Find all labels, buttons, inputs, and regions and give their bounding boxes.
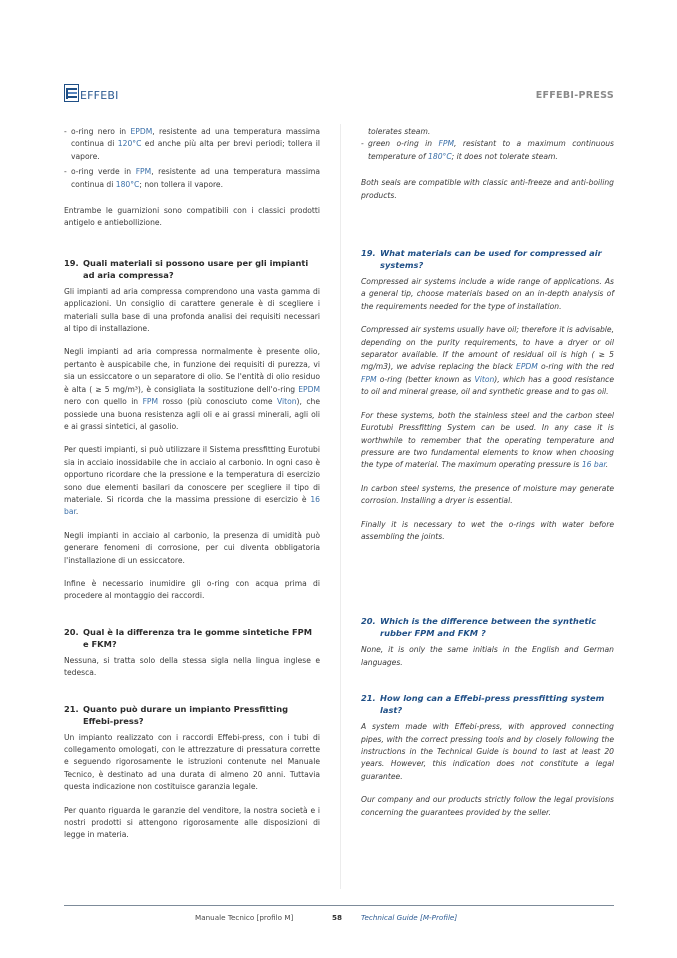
q21-paragraph-2-en: Our company and our products strictly follow the legal provisions concerning the guarantees provided by the seller. <box>361 795 614 817</box>
intro-paragraph: Entrambe le guarnizioni sono compatibili con i classici prodotti antigelo e antiebollizione. <box>64 206 320 228</box>
bullet-epdm: - o-ring nero in EPDM, resistente ad una temperatura massima continua di 120°C ed anche più alta per brevi periodi; tollera il vapore. <box>64 126 320 163</box>
page-number: 58 <box>332 913 343 922</box>
question-21-heading-en: 21. How long can a Effebi-press pressfitting system last? <box>361 693 605 716</box>
footer-manual-title: Manuale Tecnico [profilo M] <box>195 913 294 922</box>
question-20-heading: 20. Qual è la differenza tra le gomme sintetiche FPM e FKM? <box>64 626 312 649</box>
logo-text: EFFEBI <box>80 89 119 102</box>
q19-paragraph-5: Infine è necessario inumidire gli o-ring con acqua prima di procedere al montaggio dei raccordi. <box>64 578 320 601</box>
bullet-fpm-en: - green o-ring in FPM, resistant to a maximum continuous temperature of 180°C; it does not tolerate steam. <box>361 138 614 163</box>
page-header <box>64 82 614 104</box>
brand-label: EFFEBI-PRESS <box>535 90 614 101</box>
question-19-heading: 19. Quali materiali si possono usare per gli impianti ad aria compressa? <box>64 257 309 280</box>
footer-rule <box>64 905 614 906</box>
effebi-logo-icon <box>64 84 79 102</box>
q19-paragraph-4: Negli impianti in acciaio al carbonio, la presenza di umidità può generare fenomeni di corrosione, per cui diventa obbligatoria l'installazione di un essiccatore. <box>64 530 320 565</box>
q21-paragraph-1-en: A system made with Effebi-press, with approved connecting pipes, with the correct pressing tools and by closely following the instructions in the Technical Guide is bound to last at least 20 years. However, this indication does not constitute a legal guarantee. <box>361 722 614 781</box>
footer-guide-title: Technical Guide [M-Profile] <box>361 913 458 922</box>
q19-paragraph-5-en: Finally it is necessary to wet the o-rings with water before assembling the joints. <box>361 519 614 541</box>
q19-paragraph-3: Per questi impianti, si può utilizzare il Sistema pressfitting Eurotubi sia in acciaio inossidabile che in acciaio al carbonio. In ogni caso è opportuno ricordare che la pressione e la temperatura di esercizio sono due elementi basilari da conoscere per scegliere il tipo di materiale. Si ricorda che la massima pressione di esercizio è 16 bar. <box>64 445 320 517</box>
intro-continuation: tolerates steam. <box>368 127 431 136</box>
question-19-heading-en: 19. What materials can be used for compressed air systems? <box>361 248 602 271</box>
bullet-fpm: - o-ring verde in FPM, resistente ad una temperatura massima continua di 180°C; non tollera il vapore. <box>64 166 320 191</box>
q21-paragraph-1: Un impianto realizzato con i raccordi Effebi-press, con i tubi di collegamento omologati, con le attrezzature di pressatura corrette e seguendo rigorosamente le istruzioni contenute nel Manuale Tecnico, è destinato ad una durata di almeno 20 anni. Tuttavia questa indicazione non costituisce garanzia legale. <box>64 732 320 792</box>
question-21-heading: 21. Quanto può durare un impianto Pressfitting Effebi-press? <box>64 703 289 726</box>
effebi-logo <box>64 82 119 102</box>
q20-paragraph-1: Nessuna, si tratta solo della stessa sigla nella lingua inglese e tedesca. <box>64 655 320 678</box>
q19-paragraph-3-en: For these systems, both the stainless steel and the carbon steel Eurotubi Pressfitting System can be used. In any case it is worthwhile to remember that the operating temperature and pressure are two fundamental elements to know when choosing the type of material. The maximum operating pressure is 16 bar. <box>361 410 614 470</box>
q19-paragraph-2: Negli impianti ad aria compressa normalmente è presente olio, pertanto è auspicabile che, in funzione dei requisiti di purezza, vi sia un essiccatore o un separatore di olio. Se l'entità di olio residuo è alta ( ≥ 5 mg/m³), è consigliata la sostituzione dell'o-ring EPDM nero con quello in FPM rosso (più conosciuto come Viton), che possiede una buona resistenza agli oli e ai grassi minerali, agli oli e ai grassi sintetici, al gasolio. <box>64 347 321 431</box>
q19-paragraph-1: Gli impianti ad aria compressa comprendono una vasta gamma di applicazioni. Un consiglio di carattere generale è di scegliere i materiali sulla base di una profonda analisi dei requisiti necessari al tipo di installazione. <box>64 286 320 334</box>
q19-paragraph-2-en: Compressed air systems usually have oil; therefore it is advisable, depending on the purity requirements, to have a dryer or oil separator available. If the amount of residual oil is high ( ≥ 5 mg/m3), we advise replacing the black EPDM o-ring with the red FPM o-ring (better known as Viton), which has a good resistance to oil and mineral grease, oil and synthetic grease and to gas oil. <box>361 325 615 397</box>
q19-paragraph-1-en: Compressed air systems include a wide range of applications. As a general tip, choose materials based on an in-depth analysis of the requirements needed for the type of installation. <box>361 277 614 311</box>
question-20-heading-en: 20. Which is the difference between the synthetic rubber FPM and FKM ? <box>361 616 597 639</box>
q20-paragraph-1-en: None, it is only the same initials in the English and German languages. <box>361 645 614 667</box>
english-column <box>361 126 614 819</box>
column-divider <box>340 124 341 889</box>
q21-paragraph-2: Per quanto riguarda le garanzie del venditore, la nostra società e i nostri prodotti si attengono rigorosamente alle disposizioni di legge in materia. <box>64 805 320 840</box>
q19-paragraph-4-en: In carbon steel systems, the presence of moisture may generate corrosion. Installing a dryer is essential. <box>361 483 614 506</box>
intro-paragraph-en: Both seals are compatible with classic anti-freeze and anti-boiling products. <box>361 178 614 200</box>
italian-column <box>64 126 320 842</box>
